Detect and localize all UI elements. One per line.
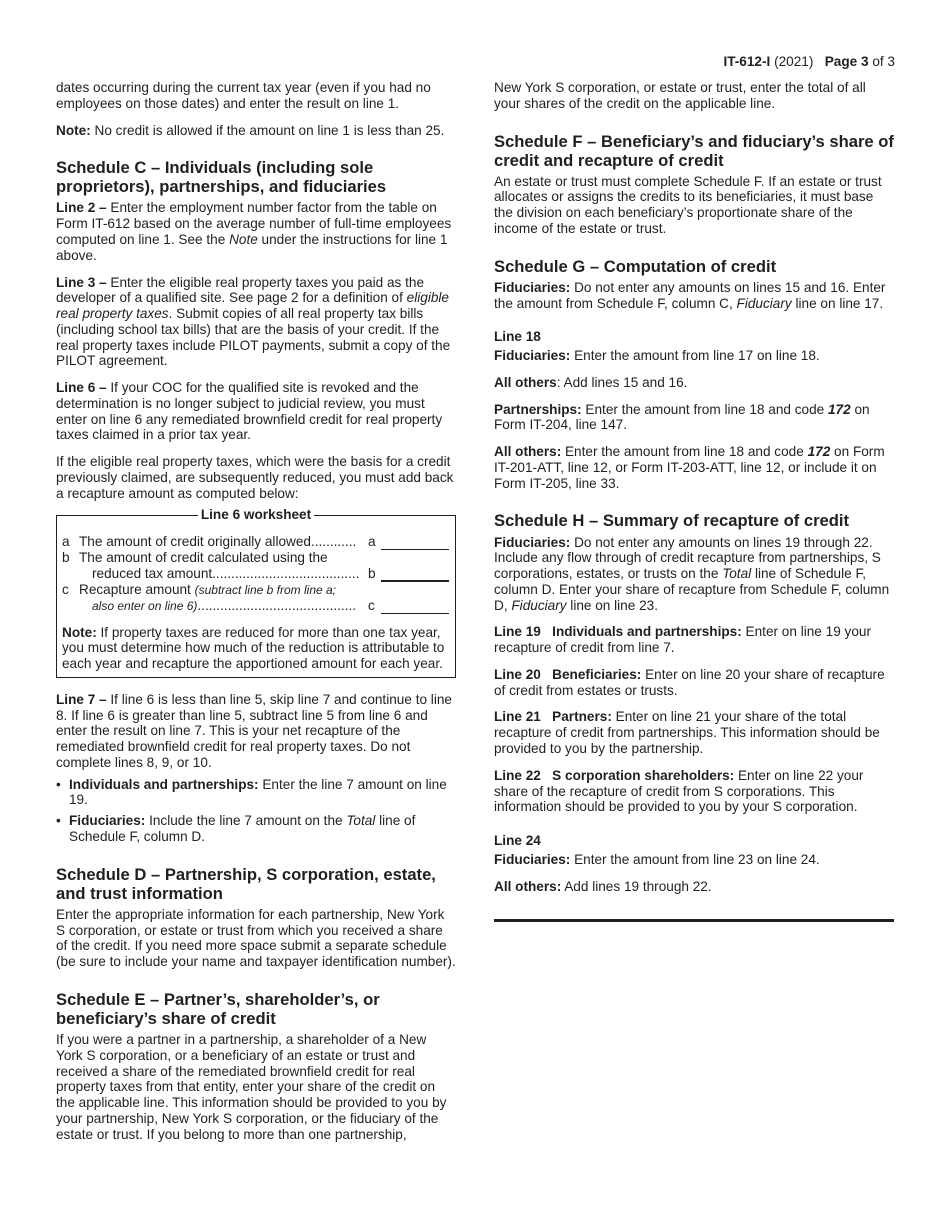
schedule-g-heading: Schedule G – Computation of credit [494, 256, 777, 276]
line-21-instructions: Line 21 Partners: Enter on line 21 your share of the total recapture of credit from partnerships. This information should be provided to you by the partnership. [494, 709, 880, 756]
worksheet-note: Note: If property taxes are reduced for more than one tax year, you must determine how much of the reduction is attributable to each year and recapture the apportioned amount for each year. [62, 624, 445, 672]
all-others-paragraph: All others: Enter the amount from line 18 and code 172 on Form IT-201-ATT, line 12, or Form IT-203-ATT, line 12, or include it on Form IT-205, line 33. [494, 444, 885, 491]
line-18-fiduciaries: Fiduciaries: Enter the amount from line 17 on line 18. [494, 348, 820, 364]
worksheet-line-b: b The amount of credit calculated using the [62, 550, 328, 566]
right-column [494, 80, 894, 922]
continued-paragraph: dates occurring during the current tax year (even if you had no employees on those dates) and enter the result on line 1. [56, 80, 431, 111]
schedule-e-text: If you were a partner in a partnership, a shareholder of a New York S corporation, or a beneficiary of an estate or trust and received a share of the remediated brownfield credit for real property taxes from that entity, enter your share of the credit on the applicable line. This information should be provided to you by your partnership, New York S corporation, or the fiduciary of the estate or trust. If you belong to more than one partnership, [56, 1032, 447, 1142]
schedule-g-fiduciaries: Fiduciaries: Do not enter any amounts on lines 15 and 16. Enter the amount from Schedule F, column C, Fiduciary line on line 17. [494, 279, 886, 311]
line-18-heading: Line 18 [494, 329, 541, 345]
line-6-instructions: Line 6 – If your COC for the qualified site is revoked and the determination is no longer subject to judicial review, you must enter on line 6 any remediated brownfield credit for real property taxes claimed in a prior tax year. [56, 380, 443, 443]
note-paragraph: Note: No credit is allowed if the amount on line 1 is less than 25. [56, 122, 445, 138]
line-3-instructions: Line 3 – Enter the eligible real property taxes you paid as the developer of a qualified site. See page 2 for a definition of eligible real property taxes. Submit copies of all real property tax bills (including school tax bills) that are the basis of your credit. If the real property taxes include PILOT payments, submit a copy of the PILOT agreement. [56, 274, 451, 369]
line-7-bullets [56, 777, 456, 845]
continued-paragraph: New York S corporation, or estate or trust, enter the total of all your shares of the credit on the applicable line. [494, 80, 866, 111]
schedule-h-fiduciaries: Fiduciaries: Do not enter any amounts on lines 19 through 22. Include any flow through of credit recapture from partnerships, S corporations, estates, or trusts on the Total line of Schedule F, column D. Enter your share of recapture from Schedule F, column D, Fiduciary line on line 23. [494, 534, 890, 613]
line-24-all-others: All others: Add lines 19 through 22. [494, 878, 712, 894]
schedule-e-heading: Schedule E – Partner’s, shareholder’s, or beneficiary’s share of credit [56, 989, 380, 1029]
line-20-instructions: Line 20 Beneficiaries: Enter on line 20 your share of recapture of credit from estates or trusts. [494, 666, 885, 698]
recapture-paragraph: If the eligible real property taxes, which were the basis for a credit previously claimed, are subsequently reduced, you must add back a recapture amount as computed below: [56, 454, 454, 501]
line-22-instructions: Line 22 S corporation shareholders: Enter on line 22 your share of the recapture of credit from S corporations. This information should be provided to you by your S corporation. [494, 767, 864, 815]
line-19-instructions: Line 19 Individuals and partnerships: Enter on line 19 your recapture of credit from line 7. [494, 624, 871, 656]
form-number: IT-612-I [723, 54, 771, 69]
end-divider [494, 919, 894, 922]
worksheet-title: Line 6 worksheet [57, 507, 455, 523]
line-6-worksheet: Line 6 worksheet a The amount of credit originally allowed............ a b The amount of credit calculated using the reduced tax amount....................................... b c Recapture amount (subtract line b from line a; also enter on line 6).......................................... c Note: If property taxes are reduced for more than one tax year, you must determine how much of the reduction is attributable to each year and recapture the apportioned amount for each year. [56, 515, 456, 677]
partnerships-paragraph: Partnerships: Enter the amount from line 18 and code 172 on Form IT-204, line 147. [494, 401, 870, 433]
left-column [56, 80, 456, 1154]
schedule-d-heading: Schedule D – Partnership, S corporation, estate, and trust information [56, 864, 436, 903]
schedule-d-text: Enter the appropriate information for each partnership, New York S corporation, or estate or trust from which you received a share of the credit. If you need more space submit a separate schedule (be sure to include your name and taxpayer identification number). [56, 906, 456, 970]
schedule-f-text: An estate or trust must complete Schedule F. If an estate or trust allocates or assigns the credits to its beneficiaries, it must base the division on each beneficiary’s proportionate share of the income of the estate or trust. [494, 173, 882, 236]
worksheet-line-b-field[interactable] [381, 568, 449, 582]
page-total: of 3 [872, 54, 895, 69]
worksheet-line-a-field[interactable] [381, 537, 449, 550]
worksheet-line-a: a The amount of credit originally allowed............ a [62, 534, 449, 550]
schedule-h-heading: Schedule H – Summary of recapture of credit [494, 511, 850, 531]
line-24-heading: Line 24 [494, 833, 541, 849]
page-header [723, 54, 895, 70]
line-7-instructions: Line 7 – If line 6 is less than line 5, skip line 7 and continue to line 8. If line 6 is greater than line 5, subtract line 5 from line 6 and enter the result on line 7. This is your net recapture of the remediated brownfield credit for real property taxes. Do not complete lines 8, 9, or 10. [56, 691, 452, 770]
line-24-fiduciaries: Fiduciaries: Enter the amount from line 23 on line 24. [494, 851, 820, 867]
schedule-c-heading: Schedule C – Individuals (including sole proprietors), partnerships, and fiduciaries [56, 158, 387, 197]
page-number: Page 3 [824, 54, 869, 69]
line-2-instructions: Line 2 – Enter the employment number factor from the table on Form IT-612 based on the average number of full-time employees computed on line 1. See the Note under the instructions for line 1 above. [56, 200, 452, 263]
list-item: • Individuals and partnerships: Enter the line 7 amount on line 19. [56, 777, 456, 809]
worksheet-line-c: c Recapture amount (subtract line b from line a; [62, 581, 337, 597]
worksheet-line-c-field[interactable] [381, 601, 449, 614]
list-item: • Fiduciaries: Include the line 7 amount on the Total line of Schedule F, column D. [56, 813, 456, 845]
schedule-f-heading: Schedule F – Beneficiary’s and fiduciary’s share of credit and recapture of credit [494, 131, 894, 170]
form-year: (2021) [774, 54, 814, 69]
line-18-all-others: All others: Add lines 15 and 16. [494, 374, 688, 390]
